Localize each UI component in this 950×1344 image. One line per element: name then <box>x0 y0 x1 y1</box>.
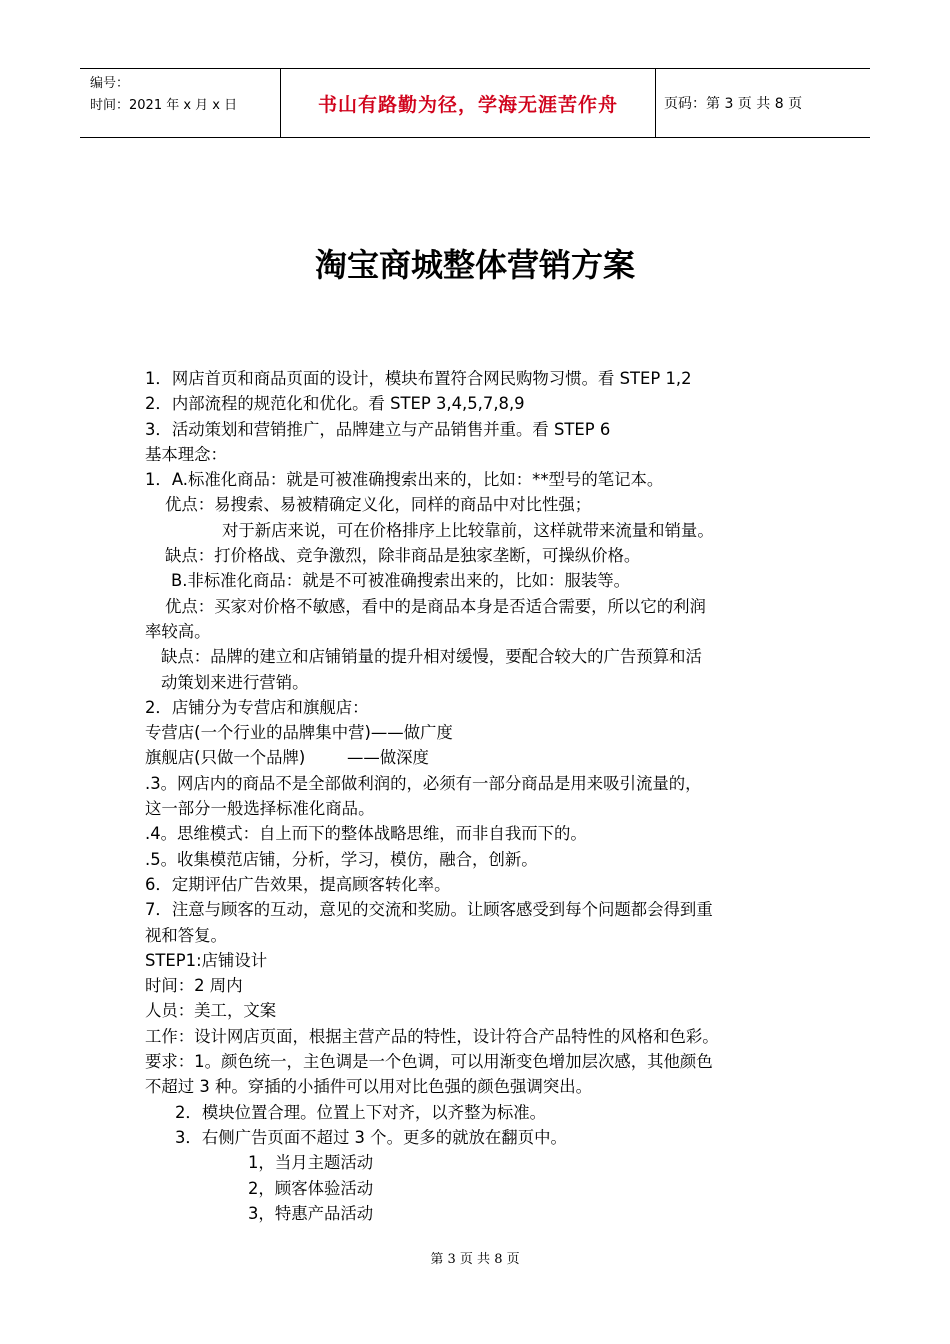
document-date: 时间：2021 年 x 月 x 日 <box>90 98 238 113</box>
paragraph-line: 专营店(一个行业的品牌集中营)——做广度 <box>145 723 453 743</box>
paragraph-line: 3．右侧广告页面不超过 3 个。更多的就放在翻页中。 <box>175 1127 567 1147</box>
list-item: 2，顾客体验活动 <box>248 1178 374 1198</box>
paragraph-line: 优点：易搜索、易被精确定义化，同样的商品中对比性强； <box>165 495 592 515</box>
paragraph-line: 动策划来进行营销。 <box>161 672 309 692</box>
paragraph-line: 要求：1。颜色统一，主色调是一个色调，可以用渐变色增加层次感，其他颜色 <box>145 1052 713 1072</box>
paragraph-line: 率较高。 <box>145 621 211 641</box>
section-heading: 基本理念： <box>145 444 227 464</box>
paragraph-line: 旗舰店(只做一个品牌) ——做深度 <box>145 748 429 768</box>
paragraph-line: 缺点：品牌的建立和店铺销量的提升相对缓慢，要配合较大的广告预算和活 <box>161 647 702 667</box>
page-footer: 第 3 页 共 8 页 <box>430 1252 520 1267</box>
paragraph-line: .5。收集模范店铺，分析，学习，模仿，融合，创新。 <box>145 849 538 869</box>
paragraph-line: B.非标准化商品：就是不可被准确搜索出来的，比如：服装等。 <box>171 571 630 591</box>
header-page-info: 页码：第 3 页 共 8 页 <box>664 96 803 112</box>
paragraph-line: 2．内部流程的规范化和优化。看 STEP 3,4,5,7,8,9 <box>145 394 525 414</box>
paragraph-line: 不超过 3 种。穿插的小插件可以用对比色强的颜色强调突出。 <box>145 1077 593 1097</box>
paragraph-line: 对于新店来说，可在价格排序上比较靠前，这样就带来流量和销量。 <box>222 520 714 540</box>
paragraph-line: 1．网店首页和商品页面的设计，模块布置符合网民购物习惯。看 STEP 1,2 <box>145 369 692 388</box>
list-item: 3，特惠产品活动 <box>248 1203 374 1223</box>
document-title: 淘宝商城整体营销方案 <box>314 246 635 284</box>
paragraph-line: .3。网店内的商品不是全部做利润的，必须有一部分商品是用来吸引流量的， <box>145 773 702 793</box>
header-meta <box>80 69 280 137</box>
header-motto: 书山有路勤为径，学海无涯苦作舟 <box>280 69 656 137</box>
paragraph-line: 1．A.标准化商品：就是可被准确搜索出来的，比如：**型号的笔记本。 <box>145 470 664 490</box>
paragraph-line: 2．模块位置合理。位置上下对齐，以齐整为标准。 <box>175 1102 547 1122</box>
paragraph-line: 2．店铺分为专营店和旗舰店： <box>145 697 369 717</box>
list-item: 1，当月主题活动 <box>248 1153 374 1173</box>
document-body <box>145 366 815 1226</box>
document-number-label: 编号： <box>90 76 130 91</box>
paragraph-line: .4。思维模式：自上而下的整体战略思维，而非自我而下的。 <box>145 824 587 844</box>
paragraph-line: 6．定期评估广告效果，提高顾客转化率。 <box>145 874 451 894</box>
paragraph-line: 视和答复。 <box>145 925 227 945</box>
paragraph-line: 工作：设计网店页面，根据主营产品的特性，设计符合产品特性的风格和色彩。 <box>145 1026 719 1046</box>
step-heading: STEP1:店铺设计 <box>145 950 268 970</box>
paragraph-line: 这一部分一般选择标准化商品。 <box>145 799 375 819</box>
paragraph-line: 7．注意与顾客的互动，意见的交流和奖励。让顾客感受到每个问题都会得到重 <box>145 900 713 920</box>
paragraph-line: 人员：美工，文案 <box>145 1001 277 1021</box>
paragraph-line: 3．活动策划和营销推广，品牌建立与产品销售并重。看 STEP 6 <box>145 419 611 439</box>
paragraph-line: 优点：买家对价格不敏感，看中的是商品本身是否适合需要，所以它的利润 <box>165 596 706 616</box>
paragraph-line: 缺点：打价格战、竞争激烈，除非商品是独家垄断，可操纵价格。 <box>165 546 641 566</box>
page-header <box>80 68 870 138</box>
paragraph-line: 时间：2 周内 <box>145 976 243 996</box>
